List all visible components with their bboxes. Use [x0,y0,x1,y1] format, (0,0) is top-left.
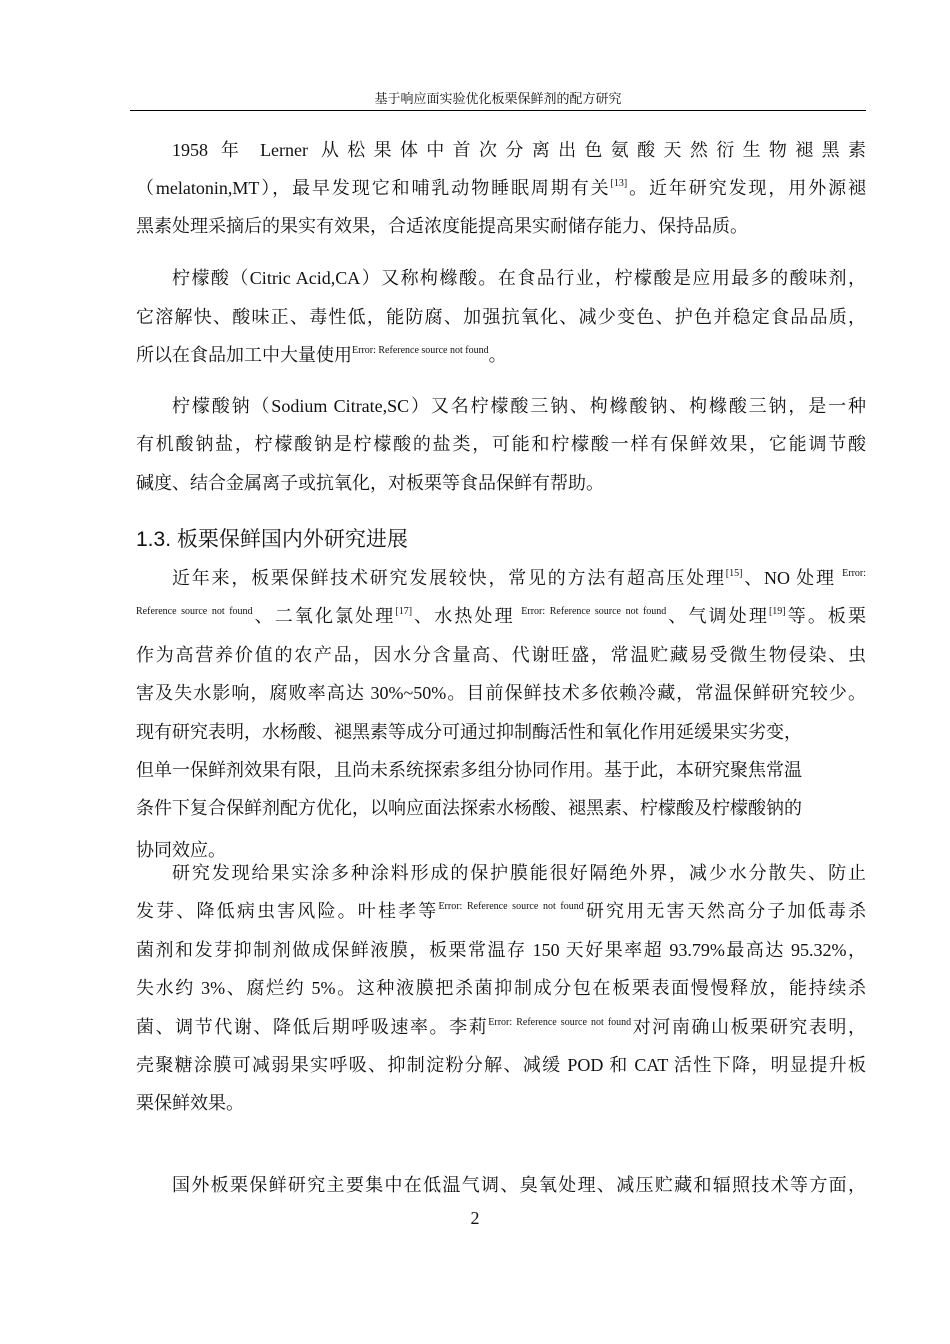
text-line [136,937,866,963]
text-run: 对河南确山板栗研究表明， [631,1017,866,1037]
text-line [136,1052,866,1078]
text-run: 国外板栗保鲜研究主要集中在低温气调、臭氧处理、减压贮藏和辐照技术等方面， [172,1175,866,1195]
text-line [136,213,866,239]
text-line [172,393,866,419]
header-rule [130,110,866,111]
text-line [172,1172,866,1198]
section-heading: 1.3. 板栗保鲜国内外研究进展 [136,528,408,551]
text-run: 菌剂和发芽抑制剂做成保鲜液膜，板栗常温存 150 天好果率超 93.79%最高达 95.32%， [136,940,866,960]
citation-ref: Error: Reference source not found [521,606,667,617]
text-run: 发芽、降低病虫害风险。叶桂孝等 [136,901,439,921]
text-line [172,565,866,591]
text-run: 有机酸钠盐，柠檬酸钠是柠檬酸的盐类，可能和柠檬酸一样有保鲜效果，它能调节酸 [136,434,866,454]
text-run: 现有研究表明，水杨酸、褪黑素等成分可通过抑制酶活性和氧化作用延缓果实劣变， [136,722,802,742]
text-run: 、气调处理 [666,606,769,626]
text-line [136,795,866,821]
citation-ref: [19] [768,606,786,617]
text-line [136,719,866,745]
text-line [136,1090,866,1116]
page-number: 2 [470,1208,480,1228]
text-run: 协同效应。 [136,840,226,860]
text-run: （melatonin,MT），最早发现它和哺乳动物睡眠周期有关 [136,178,611,198]
citation-ref: [17] [395,606,413,617]
text-run: 失水约 3%、腐烂约 5%。这种液膜把杀菌抑制成分包在板栗表面慢慢释放，能持续杀 [136,978,866,998]
text-run: 、二氧化氯处理 [252,606,396,626]
text-line [136,1014,866,1040]
text-run: 条件下复合保鲜剂配方优化，以响应面法探索水杨酸、褪黑素、柠檬酸及柠檬酸钠的 [136,798,802,818]
citation-ref: Error: [842,568,866,579]
text-run: 菌、调节代谢、降低后期呼吸速率。李莉 [136,1017,489,1037]
citation-ref: Reference source not found [136,606,253,617]
text-run: 、水热处理 [412,606,522,626]
text-line [136,680,866,706]
text-line [136,757,866,783]
citation-ref: Error: Reference source not found [488,1017,632,1028]
text-run: 柠檬酸钠（Sodium Citrate,SC）又名柠檬酸三钠、枸橼酸钠、枸橼酸三钠，是一种 [172,396,866,416]
text-run: 等。板栗 [785,606,866,626]
citation-ref: [13] [610,178,628,189]
text-line [136,898,866,924]
text-run: 1958 年 Lerner 从松果体中首次分离出色氨酸天然衍生物褪黑素 [172,140,866,160]
text-run: 。 [488,345,507,365]
text-run: 研究用无害天然高分子加低毒杀 [583,901,866,921]
text-run: 近年来，板栗保鲜技术研究发展较快，常见的方法有超高压处理 [172,568,726,588]
text-run: 但单一保鲜剂效果有限，且尚未系统探索多组分协同作用。基于此，本研究聚焦常温 [136,760,802,780]
text-line [136,642,866,668]
text-line [136,304,866,330]
text-run: 害及失水影响，腐败率高达 30%~50%。目前保鲜技术多依赖冷藏，常温保鲜研究较少。 [136,683,866,703]
text-run: 它溶解快、酸味正、毒性低，能防腐、加强抗氧化、减少变色、护色并稳定食品品质， [136,307,866,327]
running-header: 基于响应面实验优化板栗保鲜剂的配方研究 [374,91,622,106]
text-line [136,470,866,496]
citation-ref: Error: Reference source not found [352,345,489,356]
citation-ref: [15] [725,568,743,579]
text-line [136,431,866,457]
text-run: 壳聚糖涂膜可减弱果实呼吸、抑制淀粉分解、减缓 POD 和 CAT 活性下降，明显提升板 [136,1055,866,1075]
text-run: 。近年研究发现，用外源褪 [627,178,866,198]
citation-ref: Error: Reference source not found [438,901,584,912]
text-run: 所以在食品加工中大量使用 [136,345,352,365]
text-run: 黑素处理采摘后的果实有效果，合适浓度能提高果实耐储存能力、保持品质。 [136,216,748,236]
text-run: 、NO 处理 [742,568,843,588]
text-line [136,342,866,368]
text-line [136,603,866,629]
text-run: 研究发现给果实涂多种涂料形成的保护膜能很好隔绝外界，减少水分散失、防止 [172,863,866,883]
text-line [136,975,866,1001]
text-run: 作为高营养价值的农产品，因水分含量高、代谢旺盛，常温贮藏易受微生物侵染、虫 [136,645,866,665]
text-line [172,860,866,886]
text-run: 碱度、结合金属离子或抗氧化，对板栗等食品保鲜有帮助。 [136,473,604,493]
text-line [172,265,866,291]
text-line [172,137,866,163]
text-run: 栗保鲜效果。 [136,1093,244,1113]
text-line [136,175,866,201]
text-run: 柠檬酸（Citric Acid,CA）又称枸橼酸。在食品行业，柠檬酸是应用最多的酸味剂， [172,268,866,288]
